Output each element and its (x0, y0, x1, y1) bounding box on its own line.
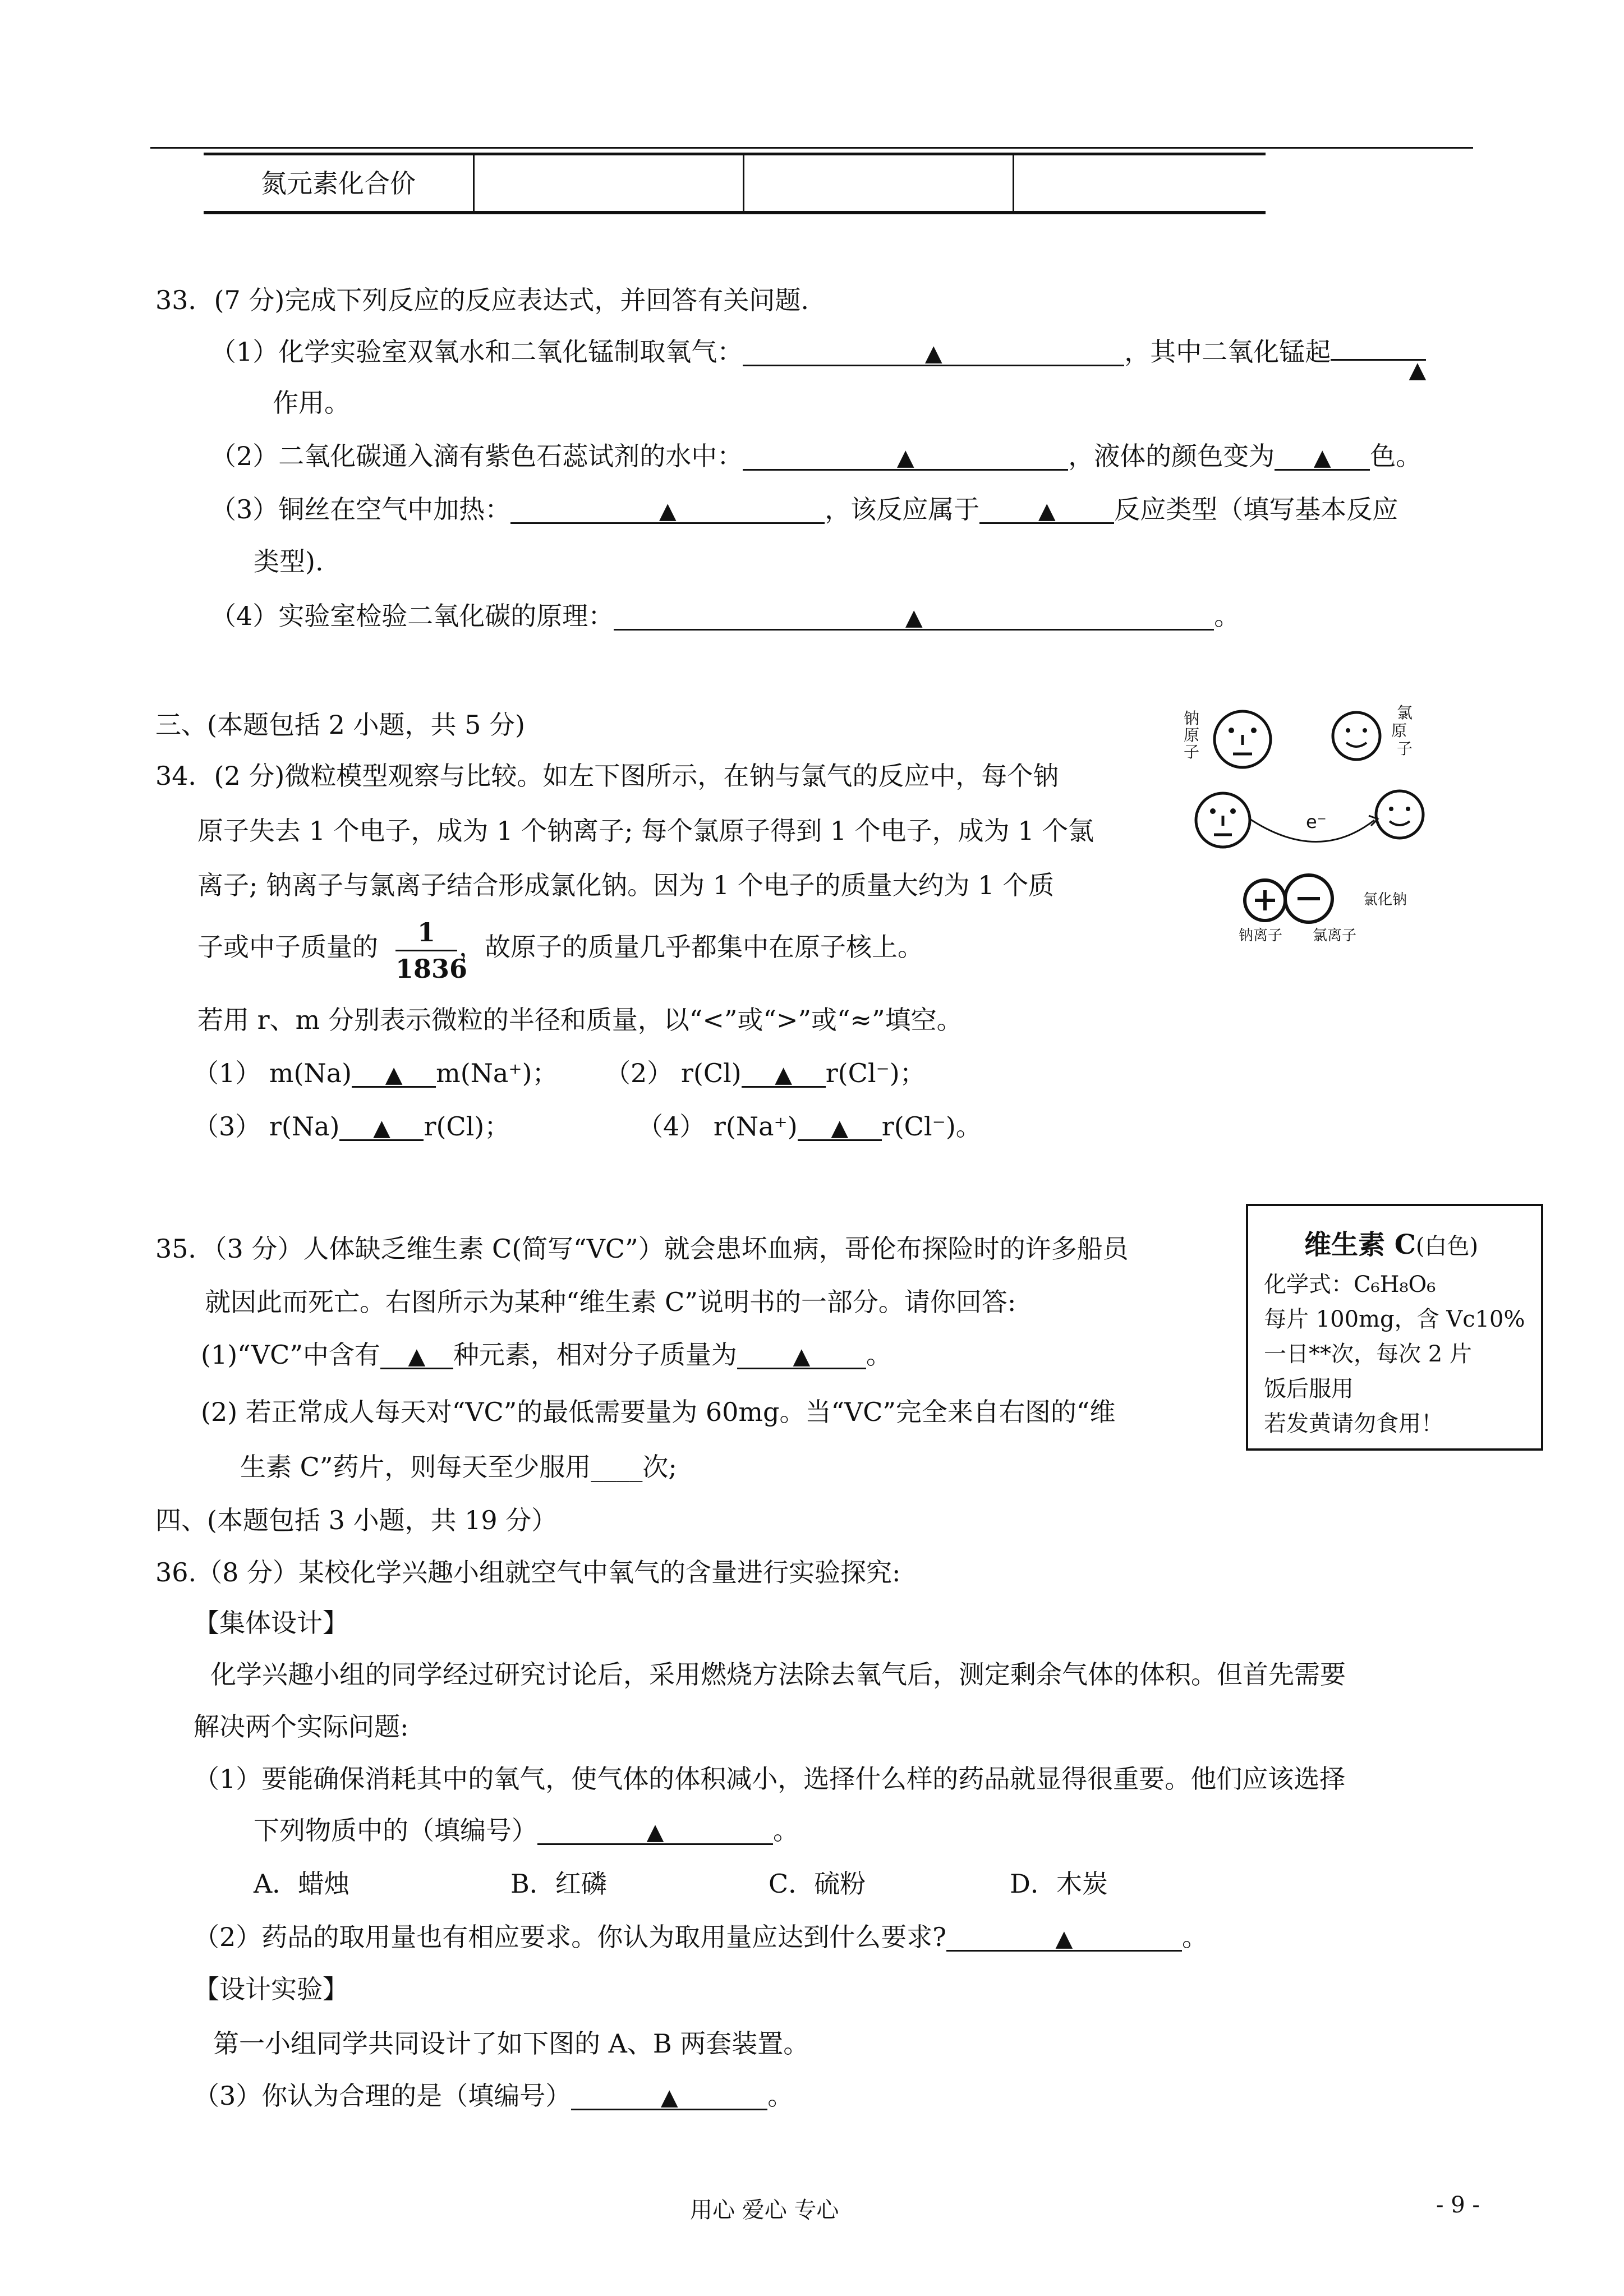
option-c[interactable]: C．硫粉 (769, 1869, 866, 1899)
vc-warning: 若发黄请勿食用！ (1264, 1411, 1443, 1437)
svg-text:原: 原 (1391, 721, 1407, 740)
marker-triangle: ▲ (660, 2085, 678, 2110)
q34-line5: 若用 r、m 分别表示微粒的半径和质量，以“<”或“>”或“≈”填空。 (197, 1005, 963, 1035)
table-row-label: 氮元素化合价 (261, 168, 416, 199)
table-cell[interactable] (474, 153, 744, 211)
vc-formula: 化学式：C₆H₈O₆ (1264, 1272, 1436, 1297)
q34-answer1: （1） m(Na) ▲ m(Na⁺)； (193, 1058, 558, 1088)
marker-triangle: ▲ (775, 1062, 793, 1088)
chlorine-atom-icon (1333, 712, 1380, 760)
fraction (395, 917, 468, 984)
table-cell[interactable] (1014, 153, 1283, 211)
option-b[interactable]: B．红磷 (510, 1869, 607, 1899)
chloride-ion-icon (1285, 875, 1332, 922)
marker-triangle: ▲ (1038, 498, 1056, 524)
q36-para3: 第一小组同学共同设计了如下图的 A、B 两套装置。 (213, 2028, 809, 2059)
q35-line3: (1)“VC”中含有 ▲ 种元素，相对分子质量为 ▲ 。 (201, 1340, 892, 1370)
q34-answer2: （2） r(Cl) ▲ r(Cl⁻)； (605, 1058, 926, 1088)
answer-blank[interactable] (743, 443, 1068, 471)
marker-triangle: ▲ (646, 1819, 664, 1845)
answer-blank[interactable] (742, 1060, 826, 1088)
svg-text:子: 子 (1184, 743, 1200, 761)
atom-diagram (1178, 696, 1492, 942)
fraction-denominator: 1836 (395, 950, 457, 984)
marker-triangle: ▲ (659, 498, 677, 524)
q36-heading-experiment: 【设计实验】 (194, 1974, 348, 2004)
sodium-atom-icon (1214, 711, 1271, 767)
marker-triangle: ▲ (831, 1115, 849, 1141)
q36-q1: （1）要能确保消耗其中的氧气，使气体的体积减小，选择什么样的药品就显得很重要。他们应该选择 (194, 1764, 1346, 1794)
q36-para1: 化学兴趣小组的同学经过研究讨论后，采用燃烧方法除去氧气后，测定剩余气体的体积。但首先需要 (210, 1659, 1346, 1690)
q36-para2: 解决两个实际问题: (194, 1711, 409, 1742)
table-row (204, 153, 1282, 211)
answer-blank[interactable] (979, 496, 1114, 524)
q34-line1: 34．(2 分)微粒模型观察与比较。如左下图所示，在钠与氯气的反应中，每个钠 (155, 761, 1059, 791)
marker-triangle: ▲ (1055, 1926, 1073, 1952)
svg-text:原: 原 (1184, 726, 1200, 744)
option-a[interactable]: A．蜡烛 (254, 1869, 350, 1899)
answer-blank[interactable] (339, 1114, 424, 1141)
marker-triangle: ▲ (1313, 445, 1331, 471)
q35-line5: 生素 C”药片，则每天至少服用____次; (240, 1452, 677, 1482)
marker-triangle: ▲ (385, 1062, 403, 1088)
q34-line3: 离子; 钠离子与氯离子结合形成氯化钠。因为 1 个电子的质量大约为 1 个质 (197, 870, 1055, 900)
q36-heading-design: 【集体设计】 (194, 1608, 348, 1638)
q33-part1-cont: 作用。 (273, 388, 350, 418)
q34-answer4: （4） r(Na⁺) ▲ r(Cl⁻)。 (637, 1111, 982, 1142)
na-ion-label: 钠离子 (1239, 927, 1283, 942)
q35-line4: (2) 若正常成人每天对“VC”的最低需要量为 60mg。当“VC”完全来自右图的“维 (201, 1397, 1116, 1427)
q34-answer3: （3） r(Na) ▲ r(Cl)； (193, 1111, 510, 1142)
na-atom-label: 钠 (1184, 709, 1200, 728)
q35-line2: 就因此而死亡。右图所示为某种“维生素 C”说明书的一部分。请你回答: (205, 1287, 1016, 1317)
chlorine-atom-icon (1376, 791, 1423, 838)
marker-triangle: ▲ (896, 445, 914, 471)
q36-title: 36.（8 分）某校化学兴趣小组就空气中氧气的含量进行实验探究: (155, 1557, 901, 1588)
answer-blank[interactable] (537, 1818, 773, 1845)
q36-q1-cont: 下列物质中的（填编号） ▲ 。 (254, 1815, 799, 1846)
answer-blank[interactable] (1331, 357, 1427, 383)
marker-triangle: ▲ (408, 1343, 426, 1369)
marker-triangle: ▲ (1409, 357, 1427, 383)
vc-frequency: 一日**次，每次 2 片 (1264, 1341, 1472, 1367)
q36-q2: （2）药品的取用量也有相应要求。你认为取用量应达到什么要求? ▲ 。 (194, 1922, 1208, 1952)
vitamin-c-label-box (1246, 1204, 1543, 1451)
answer-blank[interactable] (614, 603, 1214, 631)
answer-blank[interactable] (1275, 443, 1370, 471)
svg-text:子: 子 (1397, 739, 1413, 758)
vc-instruction: 饭后服用 (1264, 1376, 1354, 1402)
answer-blank[interactable] (798, 1114, 882, 1141)
sodium-ion-icon (1245, 880, 1285, 921)
q36-q3: （3）你认为合理的是（填编号） ▲ 。 (194, 2081, 794, 2111)
q34-line4a: 子或中子质量的 (197, 932, 378, 962)
valence-table (204, 153, 1282, 211)
vc-title: 维生素 C(白色) (1304, 1229, 1479, 1260)
marker-triangle: ▲ (924, 341, 942, 366)
cl-atom-label: 氯 (1397, 703, 1413, 722)
option-d[interactable]: D．木炭 (1010, 1869, 1108, 1899)
q34-line2: 原子失去 1 个电子，成为 1 个钠离子; 每个氯原子得到 1 个电子，成为 1 个氯 (197, 816, 1094, 846)
fraction-numerator: 1 (417, 917, 435, 947)
answer-blank[interactable] (510, 496, 825, 524)
answer-blank[interactable] (743, 339, 1124, 366)
q33-part4: （4）实验室检验二氧化碳的原理： ▲ 。 (210, 601, 1240, 631)
table-bottom-line (204, 211, 1266, 214)
q34-line4b: ，故原子的质量几乎都集中在原子核上。 (459, 932, 923, 962)
footer-motto: 用心 爱心 专心 (690, 2197, 839, 2223)
q33-part2: （2）二氧化碳通入滴有紫色石蕊试剂的水中： ▲ ，液体的颜色变为 ▲ 色。 (210, 441, 1422, 471)
electron-label: e⁻ (1306, 811, 1327, 832)
cl-ion-label: 氯离子 (1313, 927, 1357, 942)
page-number: - 9 - (1436, 2192, 1480, 2218)
section-3-heading: 三、(本题包括 2 小题，共 5 分) (155, 710, 525, 740)
q33-part1: （1）化学实验室双氧水和二氧化锰制取氧气： ▲ ，其中二氧化锰起 ▲ (210, 337, 1427, 383)
answer-blank[interactable] (737, 1342, 866, 1369)
section-4-heading: 四、(本题包括 3 小题，共 19 分） (155, 1505, 558, 1535)
answer-blank[interactable] (352, 1060, 436, 1088)
marker-triangle: ▲ (793, 1343, 811, 1369)
q35-line1: 35．（3 分）人体缺乏维生素 C(简写“VC”）就会患坏血病，哥伦布探险时的许多船员 (155, 1234, 1129, 1264)
vc-dosage: 每片 100mg，含 Vc10% (1264, 1306, 1525, 1332)
q33-part3: （3）铜丝在空气中加热： ▲ ，该反应属于 ▲ 反应类型（填写基本反应 (210, 494, 1398, 524)
nacl-label: 氯化钠 (1363, 891, 1407, 908)
answer-blank[interactable] (380, 1342, 453, 1369)
answer-blank[interactable] (946, 1924, 1182, 1952)
table-cell[interactable] (744, 153, 1014, 211)
marker-triangle: ▲ (373, 1115, 390, 1141)
q33-part3-cont: 类型). (254, 546, 324, 577)
answer-blank[interactable] (571, 2083, 767, 2110)
q33-title: 33．(7 分)完成下列反应的反应表达式，并回答有关问题. (155, 285, 809, 315)
sodium-atom-icon (1196, 793, 1250, 847)
marker-triangle: ▲ (905, 605, 923, 631)
header-rule (150, 147, 1473, 149)
